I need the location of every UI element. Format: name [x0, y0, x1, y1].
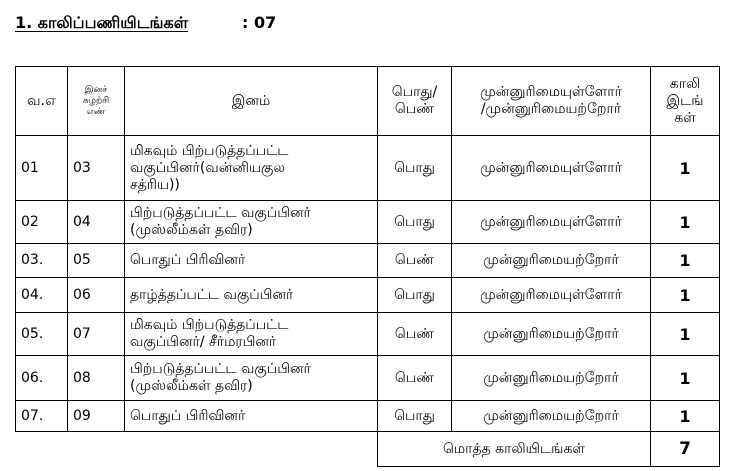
header-serial: வ.எ — [16, 67, 68, 136]
serial-cell: 06. — [16, 356, 68, 401]
category-cell — [125, 278, 378, 313]
serial-cell: 05. — [16, 313, 68, 356]
header-rotation-line: எண் — [86, 106, 106, 117]
total-label: மொத்த காலியிடங்கள் — [378, 432, 651, 467]
header-gender-line: பெண் — [394, 101, 435, 117]
rotation-cell: 09 — [68, 401, 125, 432]
total-value: 7 — [651, 432, 720, 467]
category-line: பொதுப் பிரிவினர் — [130, 407, 246, 424]
category-cell — [125, 313, 378, 356]
gender-cell: பெண் — [378, 356, 452, 401]
category-line: (முஸ்லீம்கள் தவிர) — [130, 378, 253, 394]
header-gender — [378, 67, 452, 136]
header-vacancies-line: இடங் — [666, 92, 704, 109]
gender-cell: பெண் — [378, 313, 452, 356]
rotation-cell: 08 — [68, 356, 125, 401]
header-priority-line: முன்னுரிமையுள்ளோர் — [480, 84, 622, 100]
serial-cell: 07. — [16, 401, 68, 432]
header-vacancies-line: காலி — [669, 75, 701, 92]
vacancy-count: : 07 — [242, 13, 277, 32]
section-title: 1. காலிப்பணியிடங்கள் — [15, 13, 189, 32]
category-line: மிகவும் பிற்படுத்தப்பட்ட — [130, 142, 289, 159]
header-vacancies-line: கள் — [674, 109, 696, 126]
vacancy-cell: 1 — [651, 244, 720, 278]
gender-cell: பெண் — [378, 244, 452, 278]
category-line: பிற்படுத்தப்பட்ட வகுப்பினர் — [130, 205, 311, 221]
vacancy-table — [15, 66, 720, 467]
gender-cell: பொது — [378, 136, 452, 201]
vacancy-cell: 1 — [651, 356, 720, 401]
header-category: இனம் — [125, 67, 378, 136]
header-priority — [452, 67, 651, 136]
serial-cell: 01 — [16, 136, 68, 201]
category-cell — [125, 244, 378, 278]
rotation-cell: 06 — [68, 278, 125, 313]
vacancy-heading — [15, 13, 277, 37]
category-line: வகுப்பினர்(வன்னியகுல — [130, 159, 286, 176]
vacancy-cell: 1 — [651, 201, 720, 244]
category-line: (முஸ்லீம்கள் தவிர) — [130, 222, 253, 238]
category-line: சத்ரிய)) — [130, 176, 180, 193]
header-priority-line: /முன்னுரிமையற்றோர் — [480, 101, 622, 117]
serial-cell: 02 — [16, 201, 68, 244]
serial-cell: 03. — [16, 244, 68, 278]
vacancy-cell: 1 — [651, 278, 720, 313]
priority-cell: முன்னுரிமையற்றோர் — [452, 356, 651, 401]
rotation-cell: 07 — [68, 313, 125, 356]
category-cell — [125, 401, 378, 432]
priority-cell: முன்னுரிமையற்றோர் — [452, 401, 651, 432]
category-cell — [125, 356, 378, 401]
table-row — [16, 313, 720, 356]
header-vacancies — [651, 67, 720, 136]
category-line: தாழ்த்தப்பட்ட வகுப்பினர் — [130, 286, 294, 303]
vacancy-cell: 1 — [651, 401, 720, 432]
priority-cell: முன்னுரிமையற்றோர் — [452, 313, 651, 356]
total-spacer — [16, 432, 378, 467]
table-row — [16, 136, 720, 201]
rotation-cell: 03 — [68, 136, 125, 201]
table-row — [16, 278, 720, 313]
priority-cell: முன்னுரிமையற்றோர் — [452, 244, 651, 278]
table-row — [16, 356, 720, 401]
header-row — [16, 67, 720, 136]
category-line: வகுப்பினர்/ சீர்மரபினர் — [130, 334, 277, 350]
gender-cell: பொது — [378, 401, 452, 432]
table-row — [16, 201, 720, 244]
vacancy-cell: 1 — [651, 136, 720, 201]
rotation-cell: 04 — [68, 201, 125, 244]
serial-cell: 04. — [16, 278, 68, 313]
category-cell — [125, 136, 378, 201]
gender-cell: பொது — [378, 201, 452, 244]
vacancy-cell: 1 — [651, 313, 720, 356]
priority-cell: முன்னுரிமையுள்ளோர் — [452, 278, 651, 313]
table-row — [16, 244, 720, 278]
table-row — [16, 401, 720, 432]
header-rotation-line: இனச் — [84, 84, 108, 95]
gender-cell: பொது — [378, 278, 452, 313]
category-line: பிற்படுத்தப்பட்ட வகுப்பினர் — [130, 361, 311, 377]
category-cell — [125, 201, 378, 244]
category-line: மிகவும் பிற்படுத்தப்பட்ட — [130, 317, 289, 333]
header-rotation — [68, 67, 125, 136]
rotation-cell: 05 — [68, 244, 125, 278]
total-row — [16, 432, 720, 467]
priority-cell: முன்னுரிமையுள்ளோர் — [452, 201, 651, 244]
header-gender-line: பொது/ — [391, 84, 438, 100]
header-rotation-line: சுழற்சி — [82, 95, 110, 106]
category-line: பொதுப் பிரிவினர் — [130, 252, 246, 268]
priority-cell: முன்னுரிமையுள்ளோர் — [452, 136, 651, 201]
